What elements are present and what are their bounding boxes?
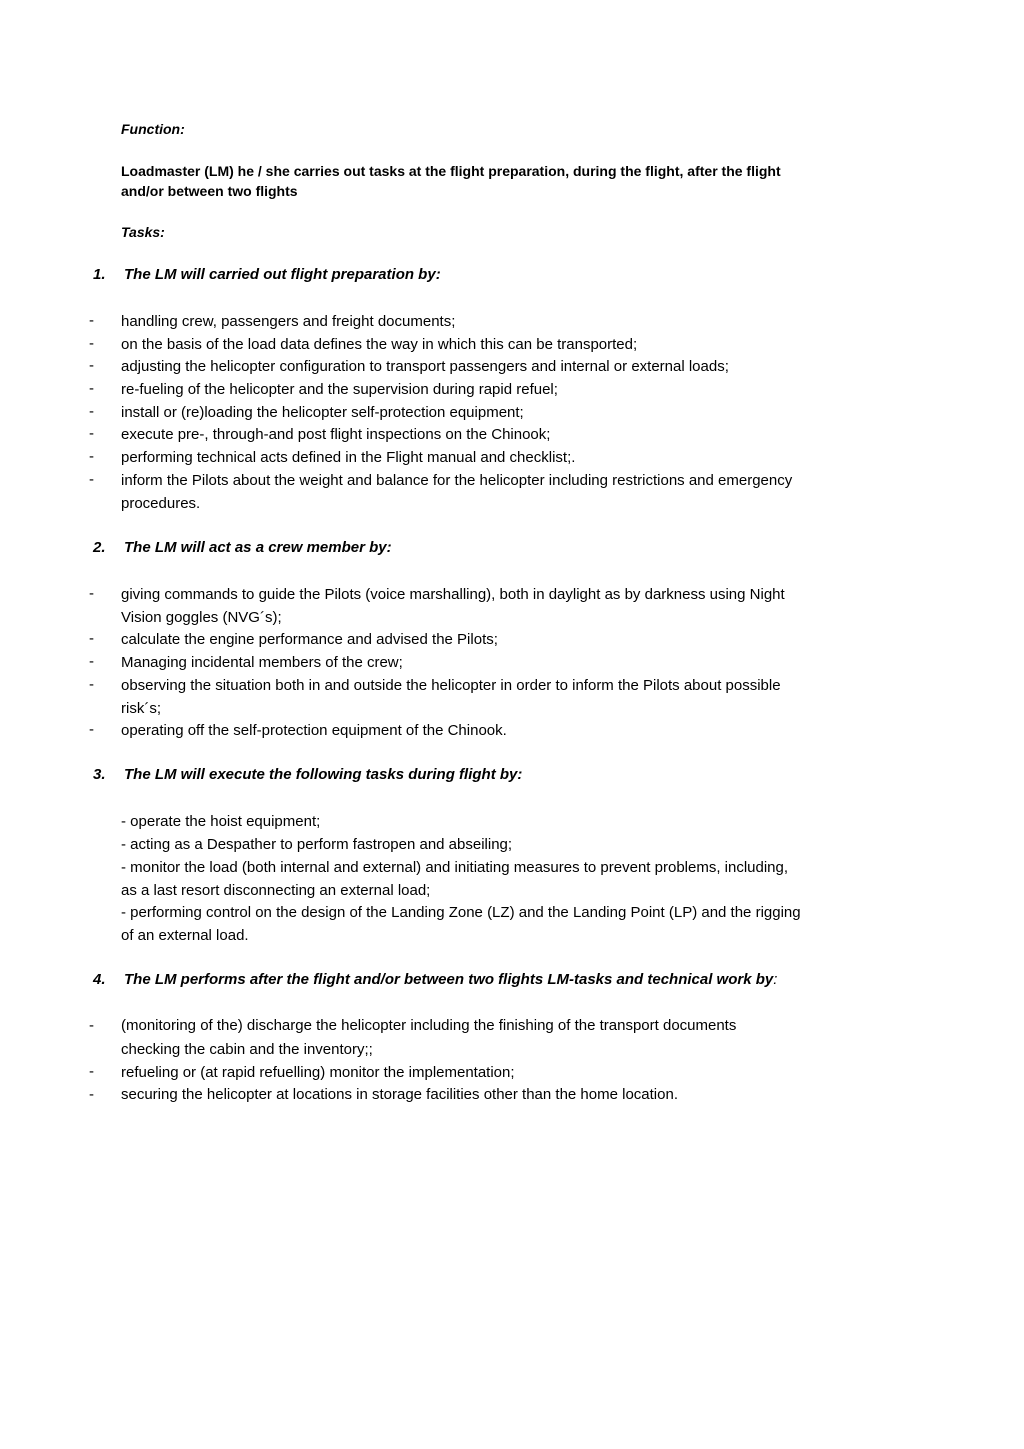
- section-title: The LM will execute the following tasks during flight by:: [124, 766, 523, 783]
- list-item: install or (re)loading the helicopter self-protection equipment;: [121, 404, 524, 421]
- list-item: on the basis of the load data defines the way in which this can be transported;: [121, 336, 638, 353]
- list-item: adjusting the helicopter configuration to transport passengers and internal or external loads;: [121, 358, 729, 375]
- list-item: performing technical acts defined in the Flight manual and checklist;.: [121, 449, 576, 466]
- list-item: - performing control on the design of the Landing Zone (LZ) and the Landing Point (LP) and the rigging: [121, 904, 801, 921]
- list-bullet: -: [89, 1086, 94, 1103]
- section-number: 2.: [93, 539, 106, 556]
- list-bullet: -: [89, 357, 94, 374]
- function-label: Function:: [121, 121, 185, 137]
- section-title-text: The LM performs after the flight and/or between two flights LM-tasks and technical work by: [124, 971, 774, 988]
- list-item: giving commands to guide the Pilots (voice marshalling), both in daylight as by darkness using Night: [121, 586, 785, 603]
- section-title: The LM will carried out flight preparation by:: [124, 266, 441, 283]
- list-item-continuation: of an external load.: [121, 927, 249, 944]
- list-item: - monitor the load (both internal and external) and initiating measures to prevent problems, including,: [121, 859, 789, 876]
- list-bullet: -: [89, 471, 94, 488]
- list-bullet: -: [89, 721, 94, 738]
- list-item: observing the situation both in and outside the helicopter in order to inform the Pilots about possible: [121, 677, 781, 694]
- list-bullet: -: [89, 1063, 94, 1080]
- list-bullet: -: [89, 676, 94, 693]
- section-number: 4.: [93, 971, 106, 988]
- list-item-continuation: procedures.: [121, 495, 201, 512]
- list-bullet: -: [89, 425, 94, 442]
- intro-line-2: and/or between two flights: [121, 183, 298, 199]
- list-item: (monitoring of the) discharge the helicopter including the finishing of the transport documents: [121, 1017, 737, 1034]
- list-item: calculate the engine performance and advised the Pilots;: [121, 631, 498, 648]
- intro-line-1: Loadmaster (LM) he / she carries out tasks at the flight preparation, during the flight, after the flight: [121, 163, 781, 179]
- list-item: execute pre-, through-and post flight inspections on the Chinook;: [121, 426, 551, 443]
- list-item-continuation: risk´s;: [121, 700, 161, 717]
- list-item: operating off the self-protection equipment of the Chinook.: [121, 722, 507, 739]
- list-item-continuation: checking the cabin and the inventory;;: [121, 1041, 373, 1058]
- list-bullet: -: [89, 653, 94, 670]
- list-item: handling crew, passengers and freight documents;: [121, 313, 456, 330]
- list-bullet: -: [89, 630, 94, 647]
- list-item: - operate the hoist equipment;: [121, 813, 321, 830]
- list-item: Managing incidental members of the crew;: [121, 654, 403, 671]
- list-item: securing the helicopter at locations in storage facilities other than the home location.: [121, 1086, 678, 1103]
- tasks-label: Tasks:: [121, 224, 165, 240]
- list-item: re-fueling of the helicopter and the supervision during rapid refuel;: [121, 381, 558, 398]
- section-title: [124, 971, 777, 988]
- section-number: 3.: [93, 766, 106, 783]
- list-bullet: -: [89, 312, 94, 329]
- list-item: refueling or (at rapid refuelling) monitor the implementation;: [121, 1064, 515, 1081]
- list-bullet: -: [89, 1017, 94, 1034]
- list-bullet: -: [89, 380, 94, 397]
- list-bullet: -: [89, 403, 94, 420]
- list-bullet: -: [89, 585, 94, 602]
- list-bullet: -: [89, 448, 94, 465]
- list-item: - acting as a Despather to perform fastropen and abseiling;: [121, 836, 513, 853]
- list-item-continuation: Vision goggles (NVG´s);: [121, 609, 282, 626]
- list-bullet: -: [89, 335, 94, 352]
- section-title-suffix: :: [773, 971, 778, 988]
- list-item-continuation: as a last resort disconnecting an external load;: [121, 882, 431, 899]
- section-title: The LM will act as a crew member by:: [124, 539, 392, 556]
- list-item: inform the Pilots about the weight and balance for the helicopter including restrictions and emergency: [121, 472, 793, 489]
- section-number: 1.: [93, 266, 106, 283]
